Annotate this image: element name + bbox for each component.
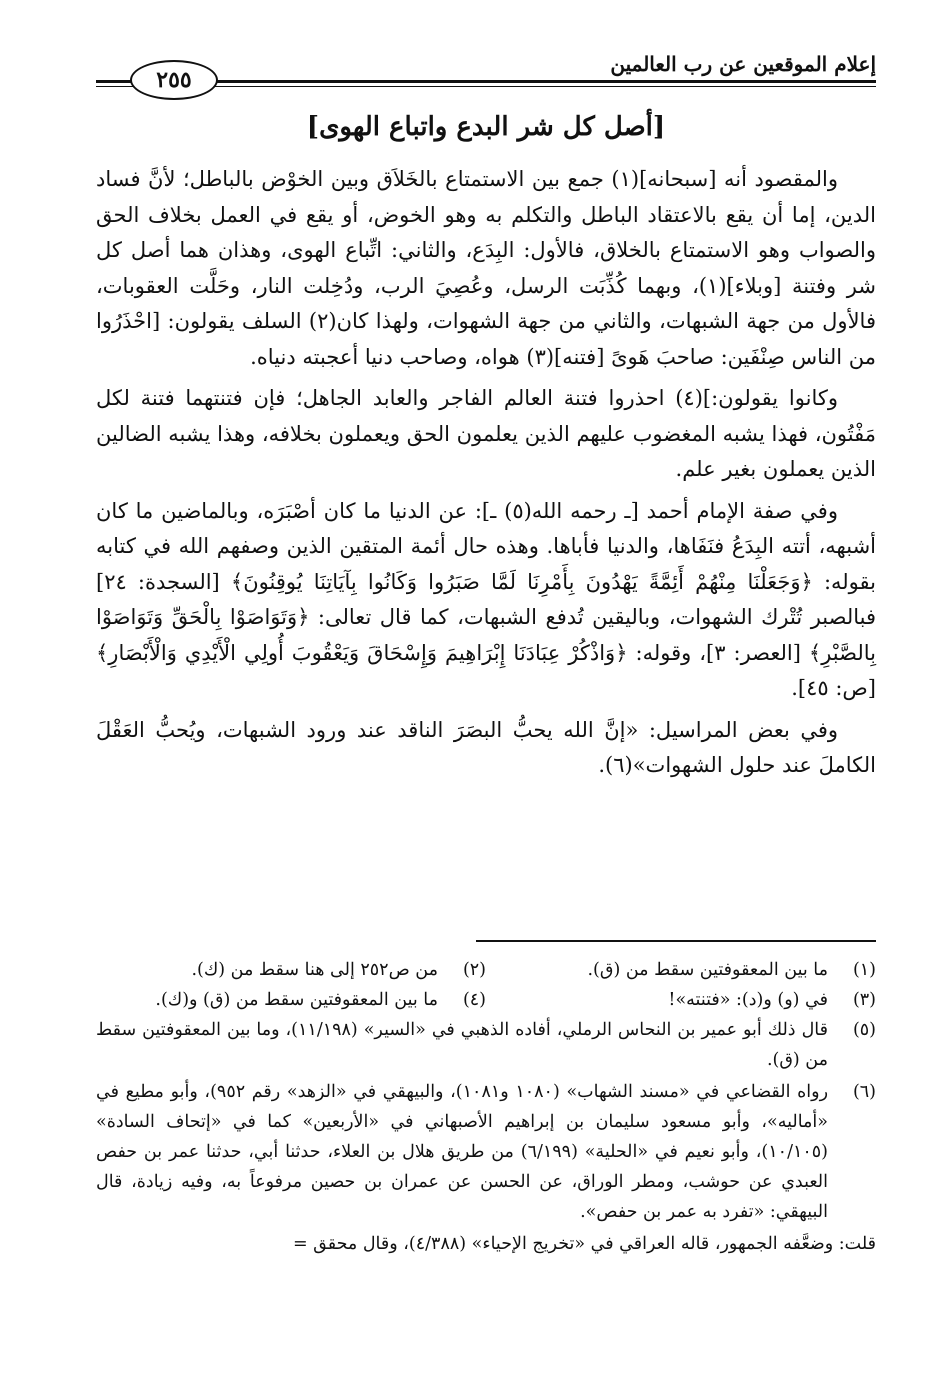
footnote-text: في (و) و(د): «فتنته»! (668, 990, 828, 1010)
footnote (486, 955, 876, 985)
footnote (96, 1015, 876, 1075)
footnote-number: (٥) (852, 1020, 876, 1040)
paragraph: والمقصود أنه [سبحانه](١) جمع بين الاستمتاع بالخَلاَق وبين الخوْض بالباطل؛ لأنَّ فساد الدين، إما أن يقع بالاعتقاد الباطل والتكلم به وهو الخوض، أو يقع في العمل بخلاف الحق والصواب وهو الاستمتاع بالخلاق، فالأول: البِدَع، والثاني: اتِّباع الهوى، وهذان هما أصل كل شر وفتنة [وبلاء](١)، وبهما كُذِّبَت الرسل، وعُصِيَ الرب، ودُخِلت النار، وحَلَّت العقوبات، فالأول من جهة الشبهات، والثاني من جهة الشهوات، ولهذا كان(٢) السلف يقولون: [احْذَرُوا من الناس صِنْفَين: صاحبَ هَوىً [فتنه](٣) هواه، وصاحب دنيا أعجبته دنياه. (96, 167, 876, 369)
footnote-row (96, 985, 876, 1015)
footnote-number: (١) (852, 960, 876, 980)
paragraph: وفي بعض المراسيل: «إنَّ الله يحبُّ البصَرَ الناقد عند ورود الشبهات، ويُحبُّ العَقْلَ الكاملَ عند حلول الشهوات»(٦). (96, 717, 876, 777)
footnote-number: (٢) (462, 960, 486, 980)
footnote-comment: قلت: وضعَّفه الجمهور، قاله العراقي في «تخريج الإحياء» (٤/٣٨٨)، وقال محقق = (292, 1234, 876, 1254)
footnote-text: رواه القضاعي في «مسند الشهاب» (١٠٨٠ و١٠٨١)، والبيهقي في «الزهد» رقم ٩٥٢)، وأبو مطيع في «أماليه»، وأبو مسعود سليمان بن إبراهيم الأصبهاني في «الأربعين» كما في «إتحاف السادة» (١٠/١٠٥)، وأبو نعيم في «الحلية» (٦/١٩٩) من طريق هلال بن العلاء، حدثنا أبي، حدثنا عمر بن حفص العبدي عن حوشب، ومطر الوراق، عن الحسن عن عمران بن حصين مرفوعاً به، وفيه زيادة، قال البيهقي: «تفرد به عمر بن حفص». (96, 1082, 829, 1222)
page-number: ٢٥٥ (130, 60, 218, 100)
footnote (96, 955, 486, 985)
footnote-text: ما بين المعقوفتين سقط من (ق) و(ك). (155, 990, 438, 1010)
footnote (486, 985, 876, 1015)
footnote-number: (٤) (462, 990, 486, 1010)
footnote-text: من ص٢٥٢ إلى هنا سقط من (ك). (191, 960, 438, 980)
running-title: إعلام الموقعين عن رب العالمين (610, 52, 876, 76)
footnote-separator (476, 940, 876, 942)
footnote (96, 985, 486, 1015)
footnote-text: قال ذلك أبو عمير بن النحاس الرملي، أفاده الذهبي في «السير» (١١/١٩٨)، وما بين المعقوفتين سقط من (ق). (96, 1020, 828, 1070)
footnote-row (96, 955, 876, 985)
paragraph: وكانوا يقولون:](٤) احذروا فتنة العالم الفاجر والعابد الجاهل؛ فإن فتنتهما فتنة لكل مَفْتُون، فهذا يشبه المغضوب عليهم الذين يعلمون الحق ويعملون بخلافه، وهذا يشبه الضالين الذين يعملون بغير علم. (96, 386, 876, 481)
footnotes (96, 955, 876, 1259)
section-title: [أصل كل شر البدع واتباع الهوى] (306, 112, 666, 142)
paragraph: وفي صفة الإمام أحمد [ـ رحمه الله(٥) ـ]: عن الدنيا ما كان أصْبَرَه، وبالماضين ما كان أشبهه، أتته البِدَعُ فنَفَاها، والدنيا فأباها. وهذه حال أئمة المتقين الذين وصفهم الله في كتابه بقوله: ﴿وَجَعَلْنَا مِنْهُمْ أَئِمَّةً يَهْدُونَ بِأَمْرِنَا لَمَّا صَبَرُوا وَكَانُوا بِآيَاتِنَا يُوقِنُونَ﴾ [السجدة: ٢٤] فبالصبر تُتْرك الشهوات، وباليقين تُدفع الشبهات، كما قال تعالى: ﴿وَتَوَاصَوْا بِالْحَقِّ وَتَوَاصَوْا بِالصَّبْرِ﴾ [العصر: ٣]، وقوله: ﴿وَاذْكُرْ عِبَادَنَا إِبْرَاهِيمَ وَإِسْحَاقَ وَيَعْقُوبَ أُولِي الْأَيْدِي وَالْأَبْصَارِ﴾ [ص: ٤٥]. (96, 498, 876, 700)
footnote-number: (٦) (852, 1082, 876, 1102)
footnote-number: (٣) (852, 990, 876, 1010)
footnote (96, 1077, 876, 1227)
page-header (96, 46, 876, 96)
footnote-text: ما بين المعقوفتين سقط من (ق). (587, 960, 828, 980)
main-text (96, 162, 876, 790)
